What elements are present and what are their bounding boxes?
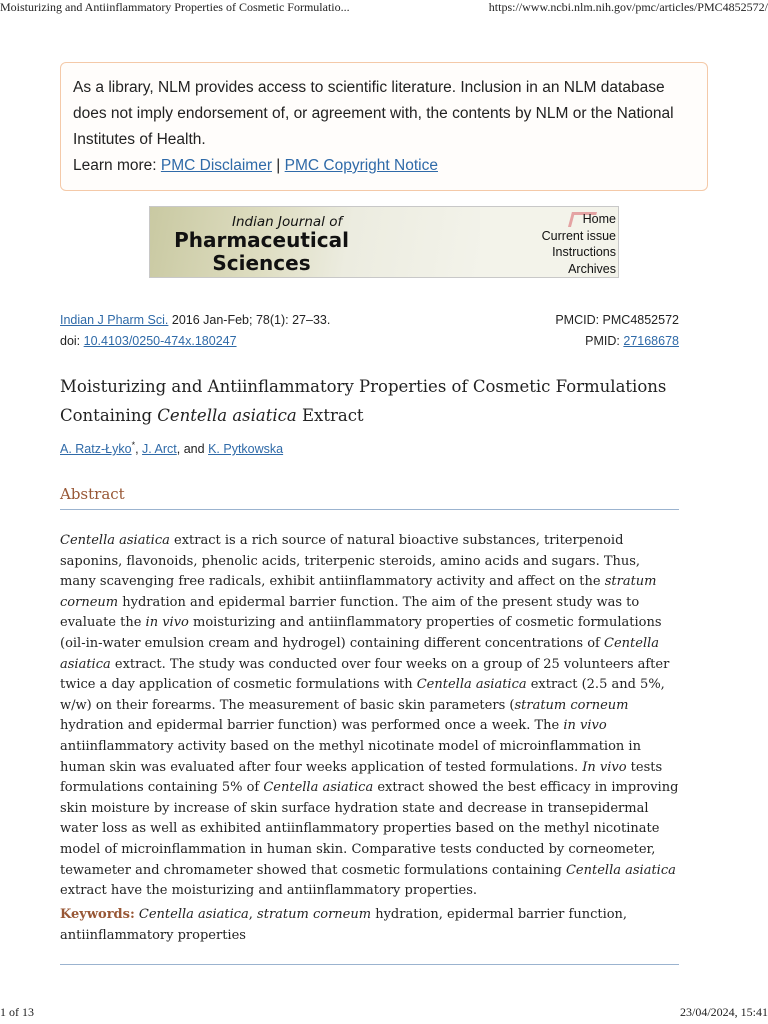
- banner-nav-home[interactable]: Home: [582, 212, 616, 226]
- print-page-url: https://www.ncbi.nlm.nih.gov/pmc/articles/PMC4852572/: [488, 0, 768, 14]
- abstract-segment: extract. The study was conducted over four weeks on a group of 25 volunteers after twice a day application of cosmetic formulations with: [60, 656, 670, 693]
- article-title-species: Centella asiatica: [157, 406, 297, 425]
- abstract-species: Centella asiatica: [60, 533, 170, 548]
- banner-nav: [542, 211, 616, 277]
- abstract-segment: hydration and epidermal barrier function) was performed once a week. The: [60, 718, 564, 734]
- pmid-link[interactable]: 27168678: [623, 334, 679, 348]
- abstract-heading: Abstract: [60, 485, 679, 510]
- author-sep-2: , and: [176, 442, 205, 457]
- abstract-term: stratum corneum: [514, 697, 629, 713]
- abstract-species: Centella asiatica: [565, 862, 676, 878]
- abstract-segment: antiinflammatory activity based on the methyl nicotinate model of microinflammation in human skin was evaluated after four weeks application of tested formulations.: [60, 738, 641, 775]
- keyword-term: stratum corneum: [257, 907, 372, 922]
- abstract-segment: extract showed the best efficacy in improving skin moisture by increase of skin surface hydration state and decrease in transepidermal water loss as well as exhibited antiinflammatory properties based on the methyl nicotinate model of microinflammation in human skin. Comparative tests conducted by corneometer, tewameter and chromameter showed that cosmetic formulations containing: [60, 780, 679, 878]
- abstract-species: Centella asiatica: [263, 780, 374, 796]
- pmid: [585, 331, 679, 352]
- abstract-term: in vivo: [145, 615, 189, 631]
- abstract-segment: hydration and epidermal barrier function. The aim of the present study was to evaluate the: [60, 594, 640, 631]
- journal-link[interactable]: Indian J Pharm Sci.: [60, 313, 169, 327]
- article-title-part1: Moisturizing and Antiinflammatory Properties of Cosmetic Formulations Containing: [60, 377, 667, 425]
- author-link-3[interactable]: K. Pytkowska: [208, 442, 284, 457]
- pmcid: [555, 310, 679, 331]
- abstract-species: Centella asiatica: [416, 677, 527, 693]
- print-timestamp: 23/04/2024, 15:41: [679, 1005, 768, 1019]
- keyword-species: Centella asiatica: [138, 907, 249, 922]
- print-header: [0, 0, 768, 16]
- pmc-copyright-notice-link[interactable]: PMC Copyright Notice: [284, 157, 438, 174]
- journal-name-line1: Pharmaceutical: [174, 228, 349, 252]
- abstract-segment: extract (2.5 and 5%, w/w) on their forearms. The measurement of basic skin parameters (: [60, 677, 665, 713]
- learn-more-label: Learn more:: [73, 157, 157, 174]
- keyword-rest: hydration, epidermal barrier function, antiinflammatory properties: [60, 907, 628, 943]
- pmid-label: PMID:: [585, 334, 620, 348]
- pmcid-value: PMC4852572: [602, 313, 679, 327]
- citation-block: [60, 310, 679, 352]
- author-link-1[interactable]: A. Ratz-Łyko: [60, 442, 132, 457]
- nlm-disclaimer-box: [60, 62, 708, 191]
- doi-label: doi:: [60, 334, 81, 348]
- banner-nav-archives[interactable]: Archives: [568, 261, 616, 276]
- journal-banner[interactable]: [149, 206, 619, 278]
- abstract-segment: moisturizing and antiinflammatory properties of cosmetic formulations (oil-in-water emulsion cream and hydrogel) containing different concentrations of: [60, 615, 662, 651]
- pmc-disclaimer-link[interactable]: PMC Disclaimer: [160, 157, 272, 174]
- journal-name-main: [174, 229, 349, 275]
- banner-nav-instructions[interactable]: Instructions: [552, 245, 616, 259]
- keyword-sep: ,: [248, 907, 258, 922]
- abstract-term: In vivo: [582, 759, 627, 775]
- print-page-number: 1 of 13: [0, 1005, 34, 1019]
- keywords-label: Keywords:: [60, 907, 135, 922]
- pmcid-label: PMCID:: [555, 313, 600, 327]
- section-divider: [60, 964, 679, 965]
- keywords: [60, 904, 679, 946]
- citation-row-2: [60, 331, 679, 352]
- article-title-part2: Extract: [301, 406, 364, 425]
- abstract-segment: tests formulations containing 5% of: [60, 759, 663, 796]
- author-link-2[interactable]: J. Arct: [142, 442, 177, 457]
- abstract-term: stratum corneum: [60, 574, 657, 610]
- citation-row-1: [60, 310, 679, 331]
- print-page-title: Moisturizing and Antiinflammatory Properties of Cosmetic Formulatio...: [0, 0, 350, 14]
- author-sep-1: ,: [135, 442, 139, 457]
- abstract-species: Centella asiatica: [60, 635, 660, 672]
- doi-link[interactable]: 10.4103/0250-474x.180247: [83, 334, 237, 348]
- journal-name-line2: Sciences: [212, 251, 311, 275]
- corresponding-author-mark: *: [131, 440, 136, 450]
- article-title: [60, 372, 679, 430]
- disclaimer-learn-more: [73, 153, 695, 179]
- print-footer: [0, 1005, 768, 1024]
- author-list: [60, 440, 283, 456]
- journal-name-top: Indian Journal of: [232, 214, 343, 230]
- abstract-segment: extract have the moisturizing and antiinflammatory properties.: [60, 883, 478, 899]
- citation-details: 2016 Jan-Feb; 78(1): 27–33.: [171, 313, 331, 327]
- banner-nav-current-issue[interactable]: Current issue: [541, 228, 616, 243]
- abstract-term: in vivo: [563, 718, 607, 734]
- abstract-text: [60, 531, 679, 902]
- disclaimer-text: As a library, NLM provides access to scientific literature. Inclusion in an NLM database does not imply endorsement of, or agreement with, the contents by NLM or the National Institutes of Health.: [73, 79, 674, 148]
- link-separator: |: [276, 157, 281, 174]
- abstract-segment: extract is a rich source of natural bioactive substances, triterpenoid saponins, flavonoids, phenolic acids, triterpenic steroids, amino acids and sugars. Thus, many scavenging free radicals, exhibit antiinflammatory activity and affect on the: [60, 533, 641, 590]
